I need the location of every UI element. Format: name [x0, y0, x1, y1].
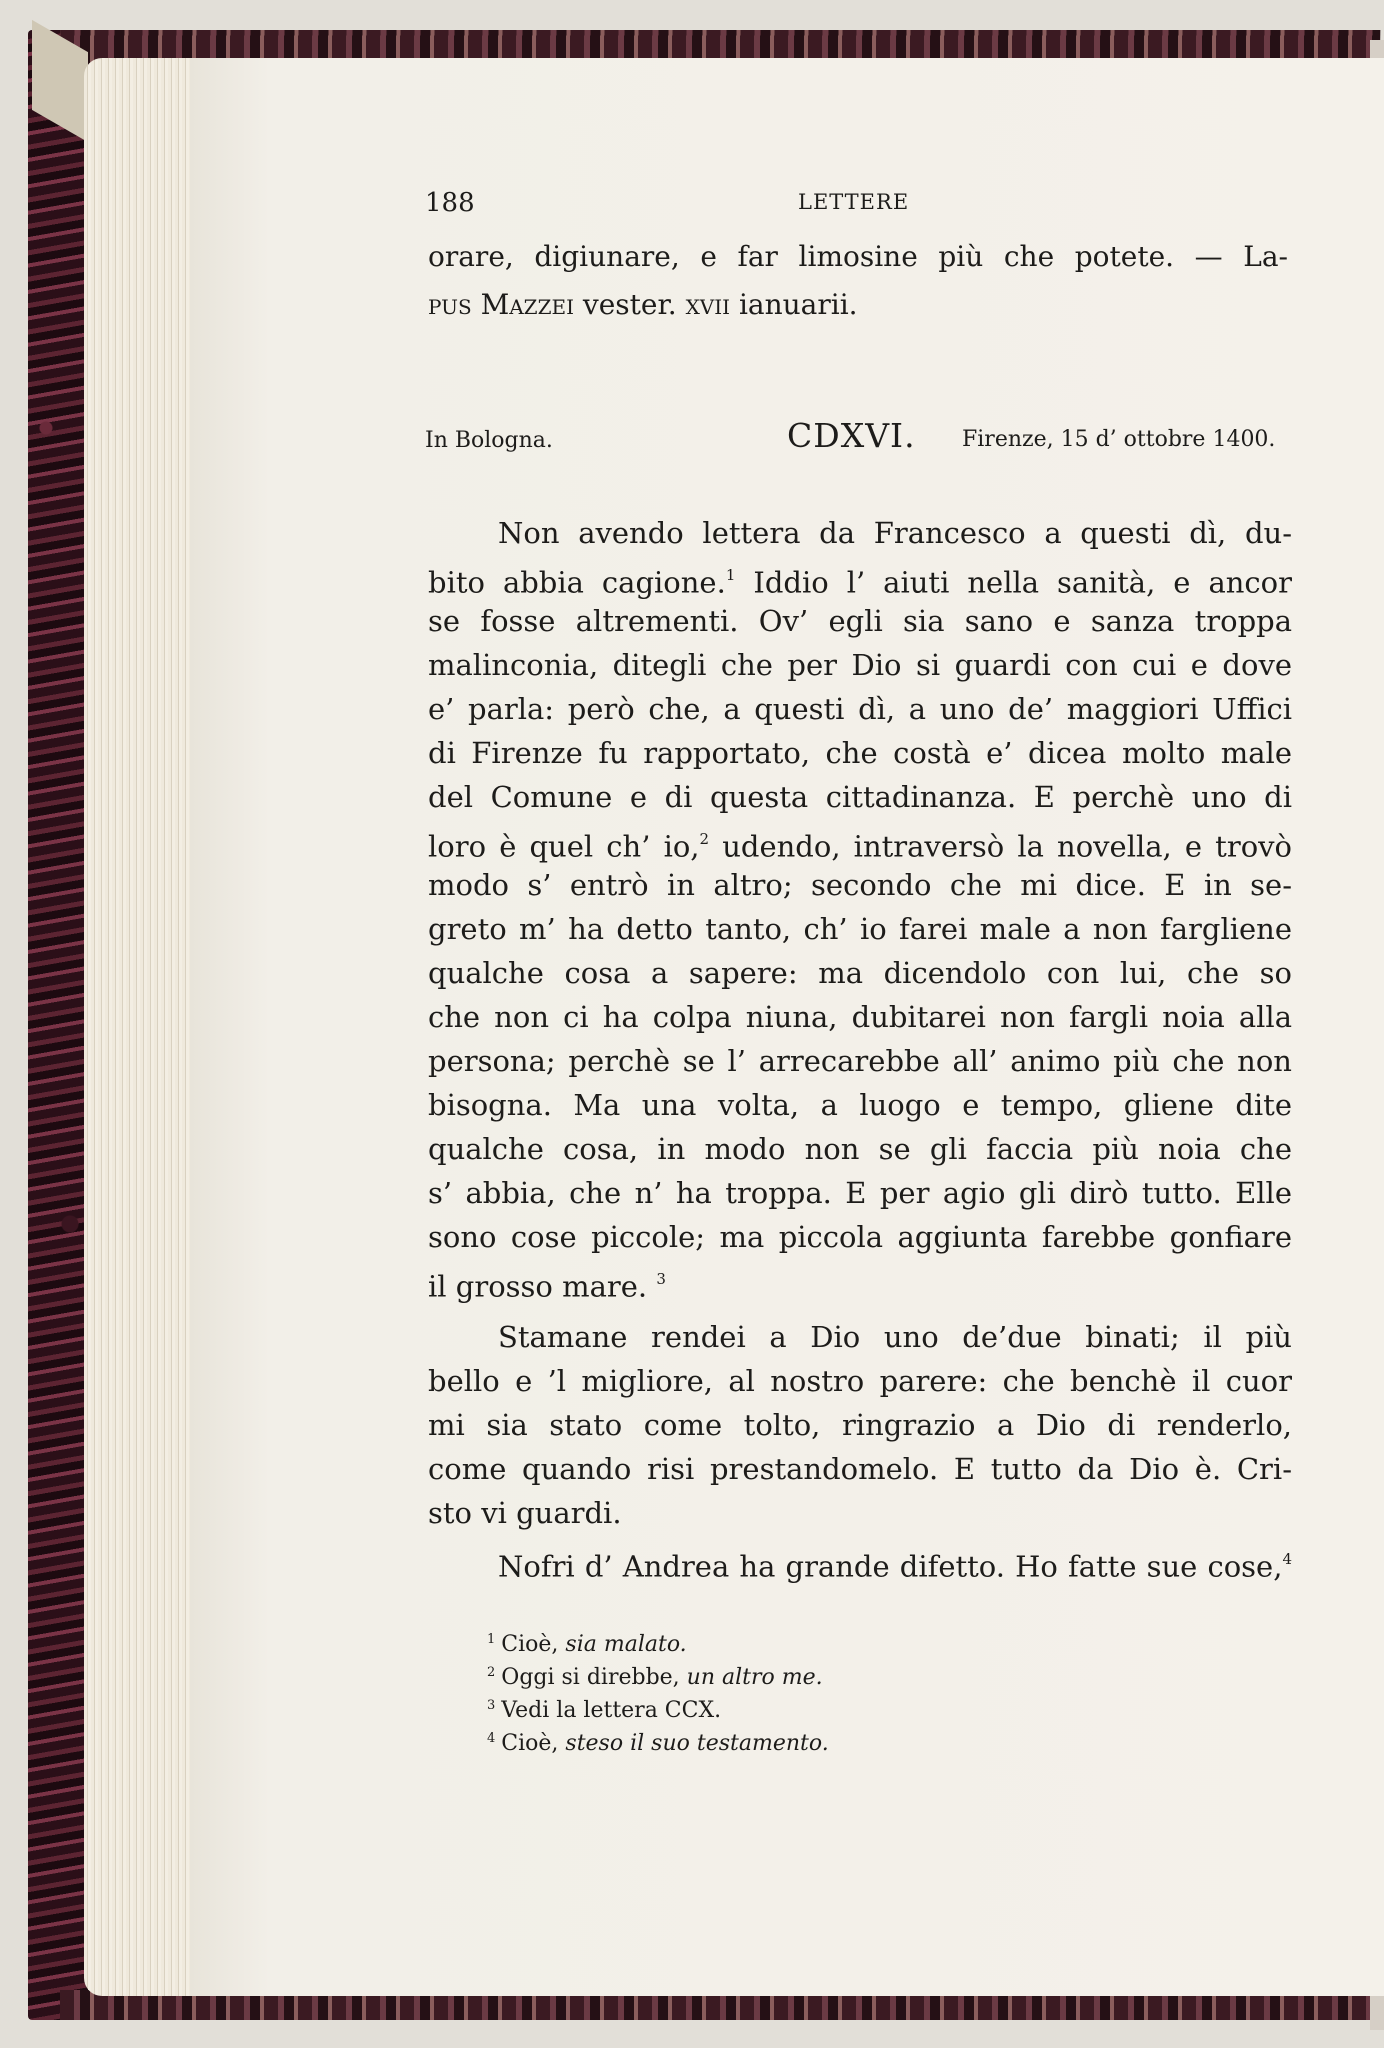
- body-line: mi sia stato come tolto, ringrazio a Dio di renderlo,: [428, 1408, 1292, 1442]
- body-line: malinconia, ditegli che per Dio si guardi con cui e dove: [428, 648, 1292, 682]
- footnote: $^3$ Vedi la lettera CCX.: [487, 1698, 722, 1723]
- letter-date: Firenze, 15 d’ ottobre 1400.: [962, 427, 1276, 452]
- body-line: modo s’ entrò in altro; secondo che mi dice. E in se-: [428, 868, 1292, 902]
- footnote: $^1$ Cioè, sia malato.: [487, 1632, 687, 1657]
- body-line: loro è quel ch’ io,$^2$ udendo, intraversò la novella, e trovò: [428, 829, 1292, 864]
- previous-letter-line: orare, digiunare, e far limosine più che potete. — La-: [428, 240, 1288, 273]
- previous-letter-signature: pus Mazzei vester. xvii ianuarii.: [428, 288, 858, 321]
- letter-number: CDXVI.: [787, 416, 916, 455]
- body-line: Nofri d’ Andrea ha grande difetto. Ho fatte sue cose,$^4$: [498, 1549, 1292, 1584]
- body-line: se fosse altrementi. Ov’ egli sia sano e sanza troppa: [428, 604, 1292, 638]
- body-line: del Comune e di questa cittadinanza. E perchè uno di: [428, 780, 1292, 814]
- note-mark: 3: [656, 1270, 666, 1288]
- body-line: sto vi guardi.: [428, 1496, 622, 1530]
- footnote: $^4$ Cioè, steso il suo testamento.: [487, 1731, 829, 1756]
- letter-place: In Bologna.: [425, 428, 553, 453]
- note-mark: 4: [1282, 1550, 1292, 1568]
- body-line: bisogna. Ma una volta, a luogo e tempo, gliene dite: [428, 1088, 1292, 1122]
- marbled-binding: [28, 30, 88, 2020]
- note-mark: 2: [699, 830, 710, 848]
- body-line: greto m’ ha detto tanto, ch’ io farei male a non fargliene: [428, 912, 1292, 946]
- footnote: $^2$ Oggi si direbbe, un altro me.: [487, 1665, 823, 1690]
- body-line: il grosso mare. $^3$: [428, 1269, 666, 1304]
- body-line: bello e ’l migliore, al nostro parere: che benchè il cuor: [428, 1364, 1292, 1398]
- body-line: qualche cosa a sapere: ma dicendolo con lui, che so: [428, 956, 1292, 990]
- page-block-edge: [84, 58, 204, 1996]
- body-line: di Firenze fu rapportato, che costà e’ dicea molto male: [428, 736, 1292, 770]
- page-number: 188: [425, 188, 475, 218]
- body-line: bito abbia cagione.$^1$ Iddio l’ aiuti nella sanità, e ancor: [428, 565, 1293, 600]
- note-mark: 1: [725, 566, 736, 584]
- body-line: e’ parla: però che, a questi dì, a uno de’ maggiori Uffici: [428, 692, 1292, 726]
- body-line: qualche cosa, in modo non se gli faccia più noia che: [428, 1132, 1292, 1166]
- running-title: LETTERE: [798, 190, 910, 214]
- body-line: Non avendo lettera da Francesco a questi dì, du-: [498, 516, 1292, 550]
- body-line: sono cose piccole; ma piccola aggiunta farebbe gonfiare: [428, 1220, 1292, 1254]
- body-line: s’ abbia, che n’ ha troppa. E per agio gli dirò tutto. Elle: [428, 1176, 1292, 1210]
- body-line: che non ci ha colpa niuna, dubitarei non fargli noia alla: [428, 1000, 1292, 1034]
- body-line: persona; perchè se l’ arrecarebbe all’ animo più che non: [428, 1044, 1292, 1078]
- body-line: Stamane rendei a Dio uno de’due binati; il più: [498, 1320, 1292, 1354]
- body-line: come quando risi prestandomelo. E tutto da Dio è. Cri-: [428, 1452, 1292, 1486]
